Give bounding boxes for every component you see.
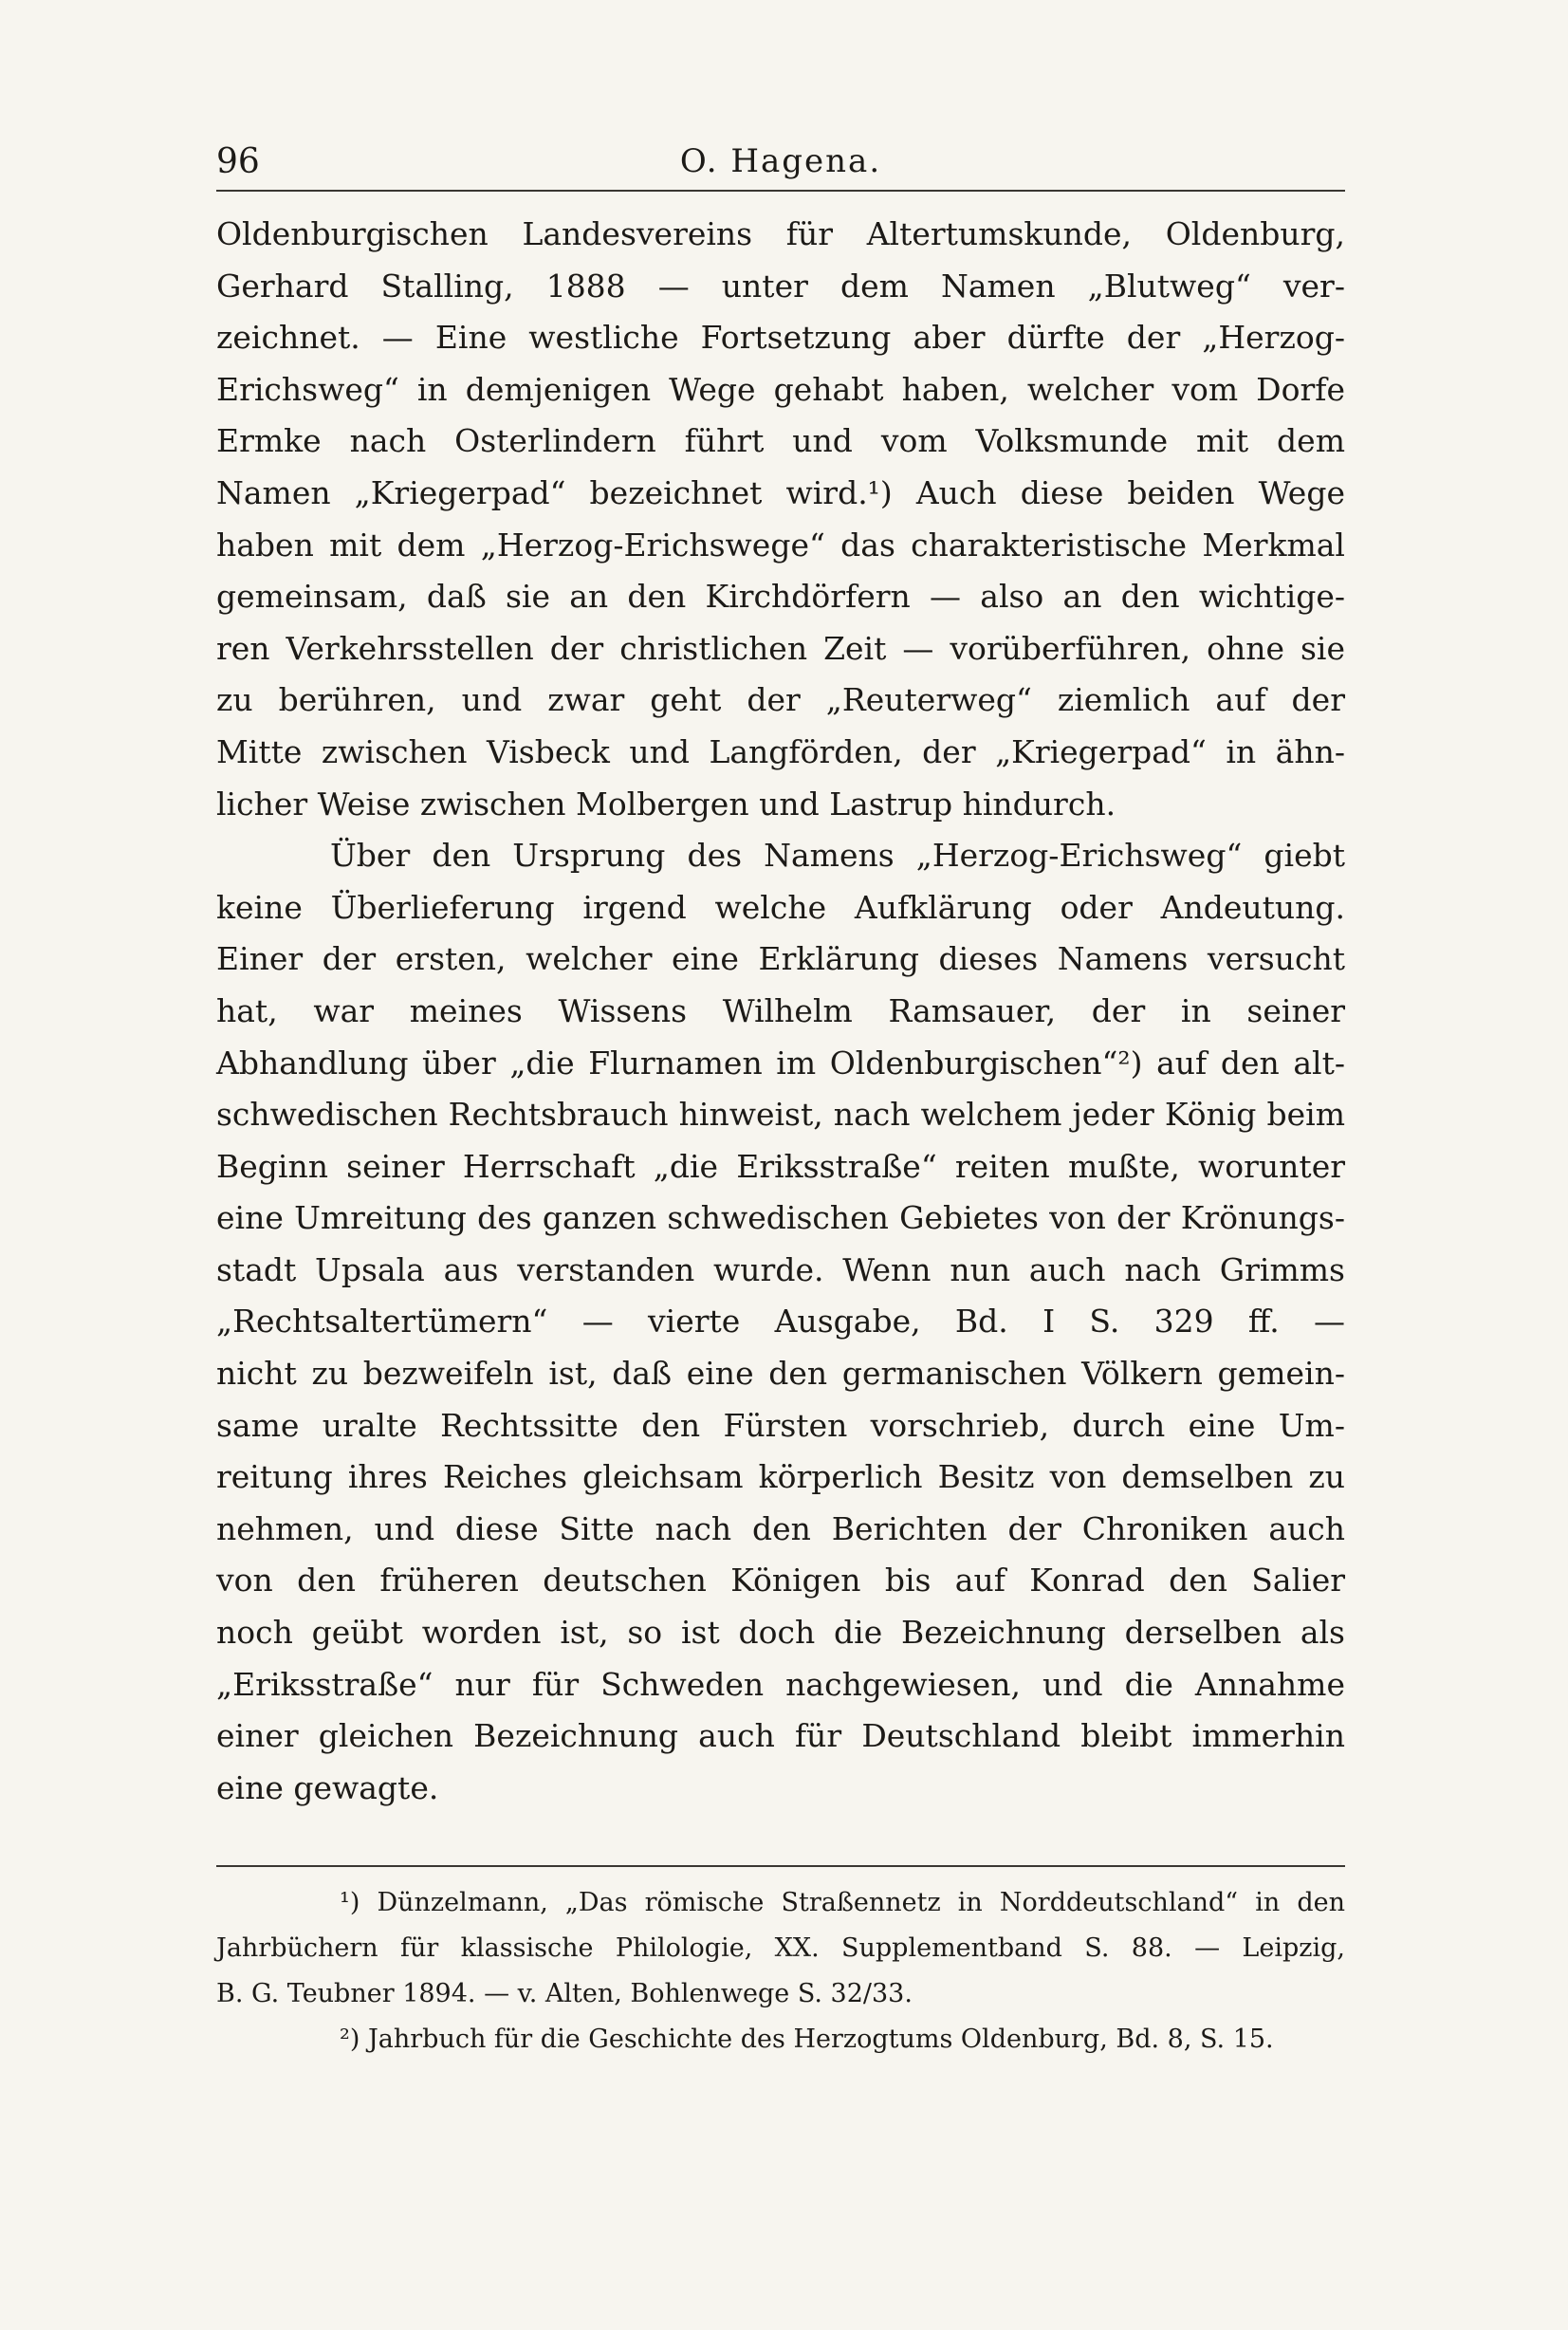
text-line: eine gewagte. — [216, 1768, 439, 1806]
text-line: schwedischen Rechtsbrauch hinweist, nach welchem jeder König beim — [216, 1096, 1345, 1134]
text-line: „Rechtsaltertümern“ — vierte Ausgabe, Bd. I S. 329 ff. — — [216, 1303, 1345, 1341]
text-line: ren Verkehrsstellen der christlichen Zeit — vorüberführen, ohne sie — [216, 629, 1345, 667]
text-line: Namen „Kriegerpad“ bezeichnet wird.¹) Auch diese beiden Wege — [216, 473, 1345, 511]
text-line: nicht zu bezweifeln ist, daß eine den germanischen Völkern gemein- — [216, 1355, 1345, 1393]
text-line: Mitte zwischen Visbeck und Langförden, der „Kriegerpad“ in ähn- — [216, 732, 1345, 770]
header-rule — [216, 190, 1345, 192]
running-head: O. Hagena. — [679, 142, 882, 180]
text-line: Gerhard Stalling, 1888 — unter dem Namen „Blutweg“ ver- — [216, 267, 1345, 305]
text-line: Erichsweg“ in demjenigen Wege gehabt haben, welcher vom Dorfe — [216, 370, 1345, 408]
text-line: licher Weise zwischen Molbergen und Lastrup hindurch. — [216, 785, 1116, 823]
page-number: 96 — [216, 142, 260, 181]
text-line: zu berühren, und zwar geht der „Reuterweg“ ziemlich auf der — [216, 681, 1345, 719]
text-line: gemeinsam, daß sie an den Kirchdörfern — also an den wichtige- — [216, 578, 1345, 616]
text-line: Einer der ersten, welcher eine Erklärung dieses Namens versucht — [216, 940, 1345, 978]
page-header — [216, 142, 1345, 188]
text-line: keine Überlieferung irgend welche Aufklärung oder Andeutung. — [216, 888, 1345, 926]
text-line: stadt Upsala aus verstanden wurde. Wenn nun auch nach Grimms — [216, 1250, 1345, 1288]
text-line: Oldenburgischen Landesvereins für Altertumskunde, Oldenburg, — [216, 215, 1345, 252]
footnote-rule — [216, 1865, 1345, 1867]
footnote-line: Jahrbüchern für klassische Philologie, XX. Supplementband S. 88. — Leipzig, — [216, 1933, 1345, 1963]
text-line: eine Umreitung des ganzen schwedischen Gebietes von der Krönungs- — [216, 1199, 1345, 1237]
text-line: Ermke nach Osterlindern führt und vom Volksmunde mit dem — [216, 422, 1345, 460]
footnote-line: B. G. Teubner 1894. — v. Alten, Bohlenwege S. 32/33. — [216, 1979, 913, 2008]
text-line: Abhandlung über „die Flurnamen im Oldenburgischen“²) auf den alt- — [216, 1044, 1345, 1082]
footnote-line: ¹) Dünzelmann, „Das römische Straßennetz in Norddeutschland“ in den — [340, 1888, 1345, 1917]
text-line: reitung ihres Reiches gleichsam körperlich Besitz von demselben zu — [216, 1458, 1345, 1496]
body-text — [216, 209, 1345, 1814]
text-line: same uralte Rechtssitte den Fürsten vorschrieb, durch eine Um- — [216, 1406, 1345, 1444]
text-line: nehmen, und diese Sitte nach den Berichten der Chroniken auch — [216, 1509, 1345, 1547]
text-line: hat, war meines Wissens Wilhelm Ramsauer, der in seiner — [216, 991, 1345, 1029]
paragraph-start-line: Über den Ursprung des Namens „Herzog-Erichsweg“ giebt — [330, 837, 1345, 875]
text-line: noch geübt worden ist, so ist doch die Bezeichnung derselben als — [216, 1614, 1345, 1652]
footnote-line: ²) Jahrbuch für die Geschichte des Herzogtums Oldenburg, Bd. 8, S. 15. — [340, 2025, 1274, 2054]
text-line: einer gleichen Bezeichnung auch für Deutschland bleibt immerhin — [216, 1717, 1345, 1755]
text-line: Beginn seiner Herrschaft „die Eriksstraße“ reiten mußte, worunter — [216, 1147, 1345, 1185]
text-line: haben mit dem „Herzog-Erichswege“ das charakteristische Merkmal — [216, 526, 1345, 564]
text-line: „Eriksstraße“ nur für Schweden nachgewiesen, und die Annahme — [216, 1665, 1345, 1703]
footnotes — [216, 1880, 1345, 2062]
text-line: von den früheren deutschen Königen bis auf Konrad den Salier — [216, 1562, 1345, 1600]
text-line: zeichnet. — Eine westliche Fortsetzung aber dürfte der „Herzog- — [216, 319, 1345, 357]
